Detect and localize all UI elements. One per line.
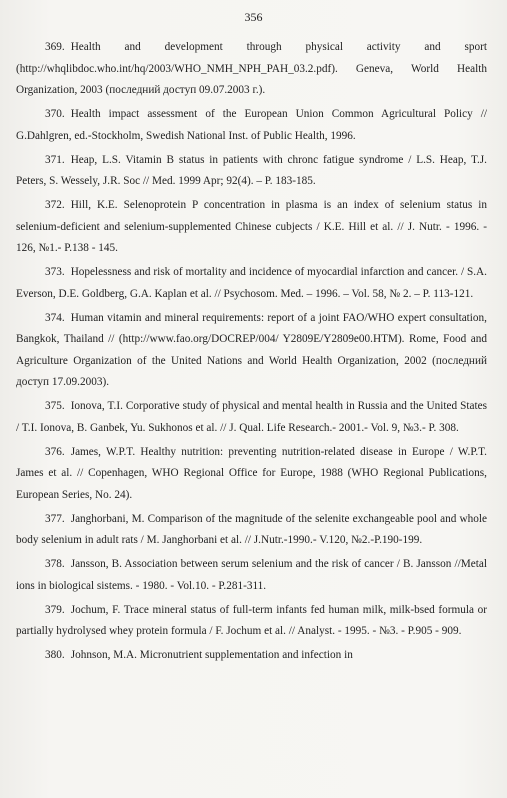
- reference-entry: [16, 262, 487, 305]
- reference-number: 379.: [45, 603, 65, 616]
- reference-entry: [16, 645, 487, 667]
- reference-text: Jansson, B. Association between serum selenium and the risk of cancer / B. Jansson //Metal ions in biological sistems. - 1980. - Vol.10. - P.281-311.: [16, 558, 487, 592]
- reference-number: 371.: [45, 153, 65, 166]
- reference-list: [16, 37, 487, 667]
- reference-number: 376.: [45, 445, 65, 458]
- reference-entry: [16, 442, 487, 507]
- reference-text: Health and development through physical activity and sport (http://whqlibdoc.who.int/hq/2003/WHO_NMH_NPH_PAH_03.2.pdf). Geneva, World Health Organization, 2003 (последний доступ 09.07.2003 г.).: [16, 41, 487, 96]
- reference-entry: [16, 37, 487, 102]
- reference-entry: [16, 308, 487, 394]
- reference-number: 370.: [45, 108, 65, 120]
- reference-entry: [16, 509, 487, 552]
- reference-text: Hopelessness and risk of mortality and incidence of myocardial infarction and cancer. / S.A. Everson, D.E. Goldberg, G.A. Kaplan et al. // Psychosom. Med. – 1996. – Vol. 58, № 2. – P. 113-121.: [16, 266, 487, 300]
- reference-number: 374.: [45, 311, 65, 324]
- reference-entry: [16, 150, 487, 193]
- reference-text: Jochum, F. Trace mineral status of full-term infants fed human milk, milk-bsed formula or partially hydrolysed whey protein formula / F. Jochum et al. // Analyst. - 1995. - №3. - P.905 - 909.: [16, 603, 487, 637]
- reference-entry: [16, 195, 487, 260]
- reference-text: Human vitamin and mineral requirements: report of a joint FAO/WHO expert consultation, Bangkok, Thailand // (http://www.fao.org/DOCREP/004/ Y2809E/Y2809e00.HTM). Rome, Food and Agriculture Organization of the United Nations and World Health Organization, 2002 (последний доступ 17.09.2003).: [16, 311, 487, 388]
- reference-number: 380.: [45, 649, 65, 661]
- reference-number: 375.: [45, 400, 65, 412]
- reference-number: 373.: [45, 266, 65, 278]
- reference-text: Hill, K.E. Selenoprotein P concentration in plasma is an index of selenium status in selenium-deficient and selenium-supplemented Chinese cubjects / K.E. Hill et al. // J. Nutr. - 1996. - 126, №1.- P.138 - 145.: [16, 199, 487, 254]
- reference-text: Janghorbani, M. Comparison of the magnitude of the selenite exchangeable pool and whole body selenium in adult rats / M. Janghorbani et al. // J.Nutr.-1990.- V.120, №2.-P.190-199.: [16, 512, 487, 546]
- reference-number: 378.: [45, 558, 65, 570]
- reference-entry: [16, 554, 487, 597]
- reference-text: Health impact assessment of the European Union Common Agricultural Policy // G.Dahlgren, ed.-Stockholm, Swedish National Inst. of Public Health, 1996.: [16, 108, 487, 142]
- reference-number: 372.: [45, 199, 65, 211]
- reference-entry: [16, 396, 487, 439]
- reference-text: Ionova, T.I. Corporative study of physical and mental health in Russia and the United States / T.I. Ionova, B. Ganbek, Yu. Sukhonos et al. // J. Qual. Life Research.- 2001.- Vol. 9, №3.- P. 308.: [16, 400, 487, 434]
- reference-number: 377.: [45, 512, 65, 525]
- reference-entry: [16, 600, 487, 643]
- page-number: 356: [244, 10, 263, 24]
- reference-text: Heap, L.S. Vitamin B status in patients with chronc fatigue syndrome / L.S. Heap, T.J. Peters, S. Wessely, J.R. Soc // Med. 1999 Apr; 92(4). – P. 183-185.: [16, 153, 487, 187]
- reference-text: Johnson, M.A. Micronutrient supplementation and infection in: [70, 649, 353, 661]
- reference-entry: [16, 104, 487, 147]
- reference-number: 369.: [45, 41, 65, 53]
- reference-text: James, W.P.T. Healthy nutrition: preventing nutrition-related disease in Europe / W.P.T. James et al. // Copenhagen, WHO Regional Office for Europe, 1988 (WHO Regional Publications, European Series, No. 24).: [16, 445, 487, 501]
